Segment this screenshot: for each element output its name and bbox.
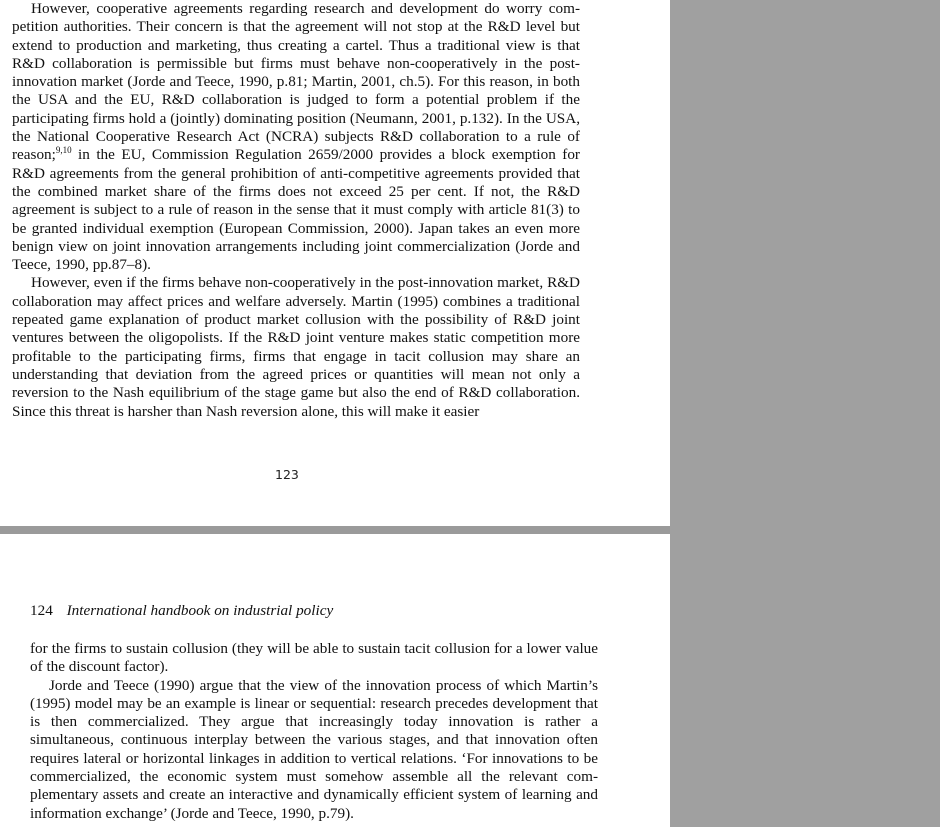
running-head [30,602,333,620]
page-separator [0,526,670,534]
paragraph-text: However, cooperative agreements regarding research and development do worry competition authorities. Their concern is that the agreement will not stop at the R&D level but extend to production and marketing, thus creating a cartel. Thus a traditional view is that R&D collaboration is permissible but firms must behave non-cooperatively in the post-innovation market (Jorde and Teece, 1990, p.81; Martin, 2001, ch.5). For this reason, in both the USA and the EU, R&D collaboration is judged to form a potential problem if the participating firms hold a (jointly) dominating position (Neumann, 2001, p.132). In the USA, the National Cooperative Research Act (NCRA) subjects R&D collaboration to a rule of reason; [12,0,580,164]
running-head-title: International handbook on industrial policy [66,602,334,619]
paragraph-text: in the EU, Commission Regulation 2659/2000 provides a block exemption for R&D agreements from the general prohibition of anti-competitive agreements provided that the combined market share of the firms does not exceed 25 per cent. If not, the R&D agreement is subject to a rule of reason in the sense that it must comply with article 81(3) to be granted individual exemption (European Commission, 2000). Japan takes an even more benign view on joint innovation arrangements including joint commercialization (Jorde and Teece, 1990, pp.87–8). [12,146,580,274]
paragraph-jorde-teece: Jorde and Teece (1990) argue that the view of the innovation process of which Martin’s (1995) model may be an example is linear or sequential: research precedes development that is then commercialized. They argue that increasingly today innovation is rather a simultaneous, continuous interplay between the various stages, and that innovation often requires lateral or horizontal linkages in addition to vertical relations. ‘For innovations to be commercialized, the economic system must somehow assemble all the relevant complementary assets and create an interactive and dynamically efficient system of learning and information exchange’ (Jorde and Teece, 1990, p.79). [30,676,598,822]
page-123-body [12,0,580,421]
page-124-body [30,640,598,823]
running-head-page-number: 124 [30,602,53,619]
page-number: 123 [275,467,299,482]
paragraph-continuation: for the firms to sustain collusion (they will be able to sustain tacit collusion for a lower value of the discount factor). [30,640,598,676]
page-123 [0,0,670,526]
page-124 [0,534,670,827]
footnote-reference[interactable]: 9,10 [55,145,72,156]
paragraph-cooperative-agreements [12,0,580,274]
paragraph-non-cooperative: However, even if the firms behave non-cooperatively in the post-innovation market, R&D collaboration may affect prices and welfare adversely. Martin (1995) combines a traditional repeated game explanation of product market collusion with the possibility of R&D joint ventures between the oligopolists. If the R&D joint venture makes static competition more profitable to the participating firms, firms that engage in tacit collusion may share an understanding that deviation from the agreed prices or quantities will mean not only a reversion to the Nash equilibrium of the stage game but also the end of R&D collaboration. Since this threat is harsher than Nash reversion alone, this will make it easier [12,274,580,420]
